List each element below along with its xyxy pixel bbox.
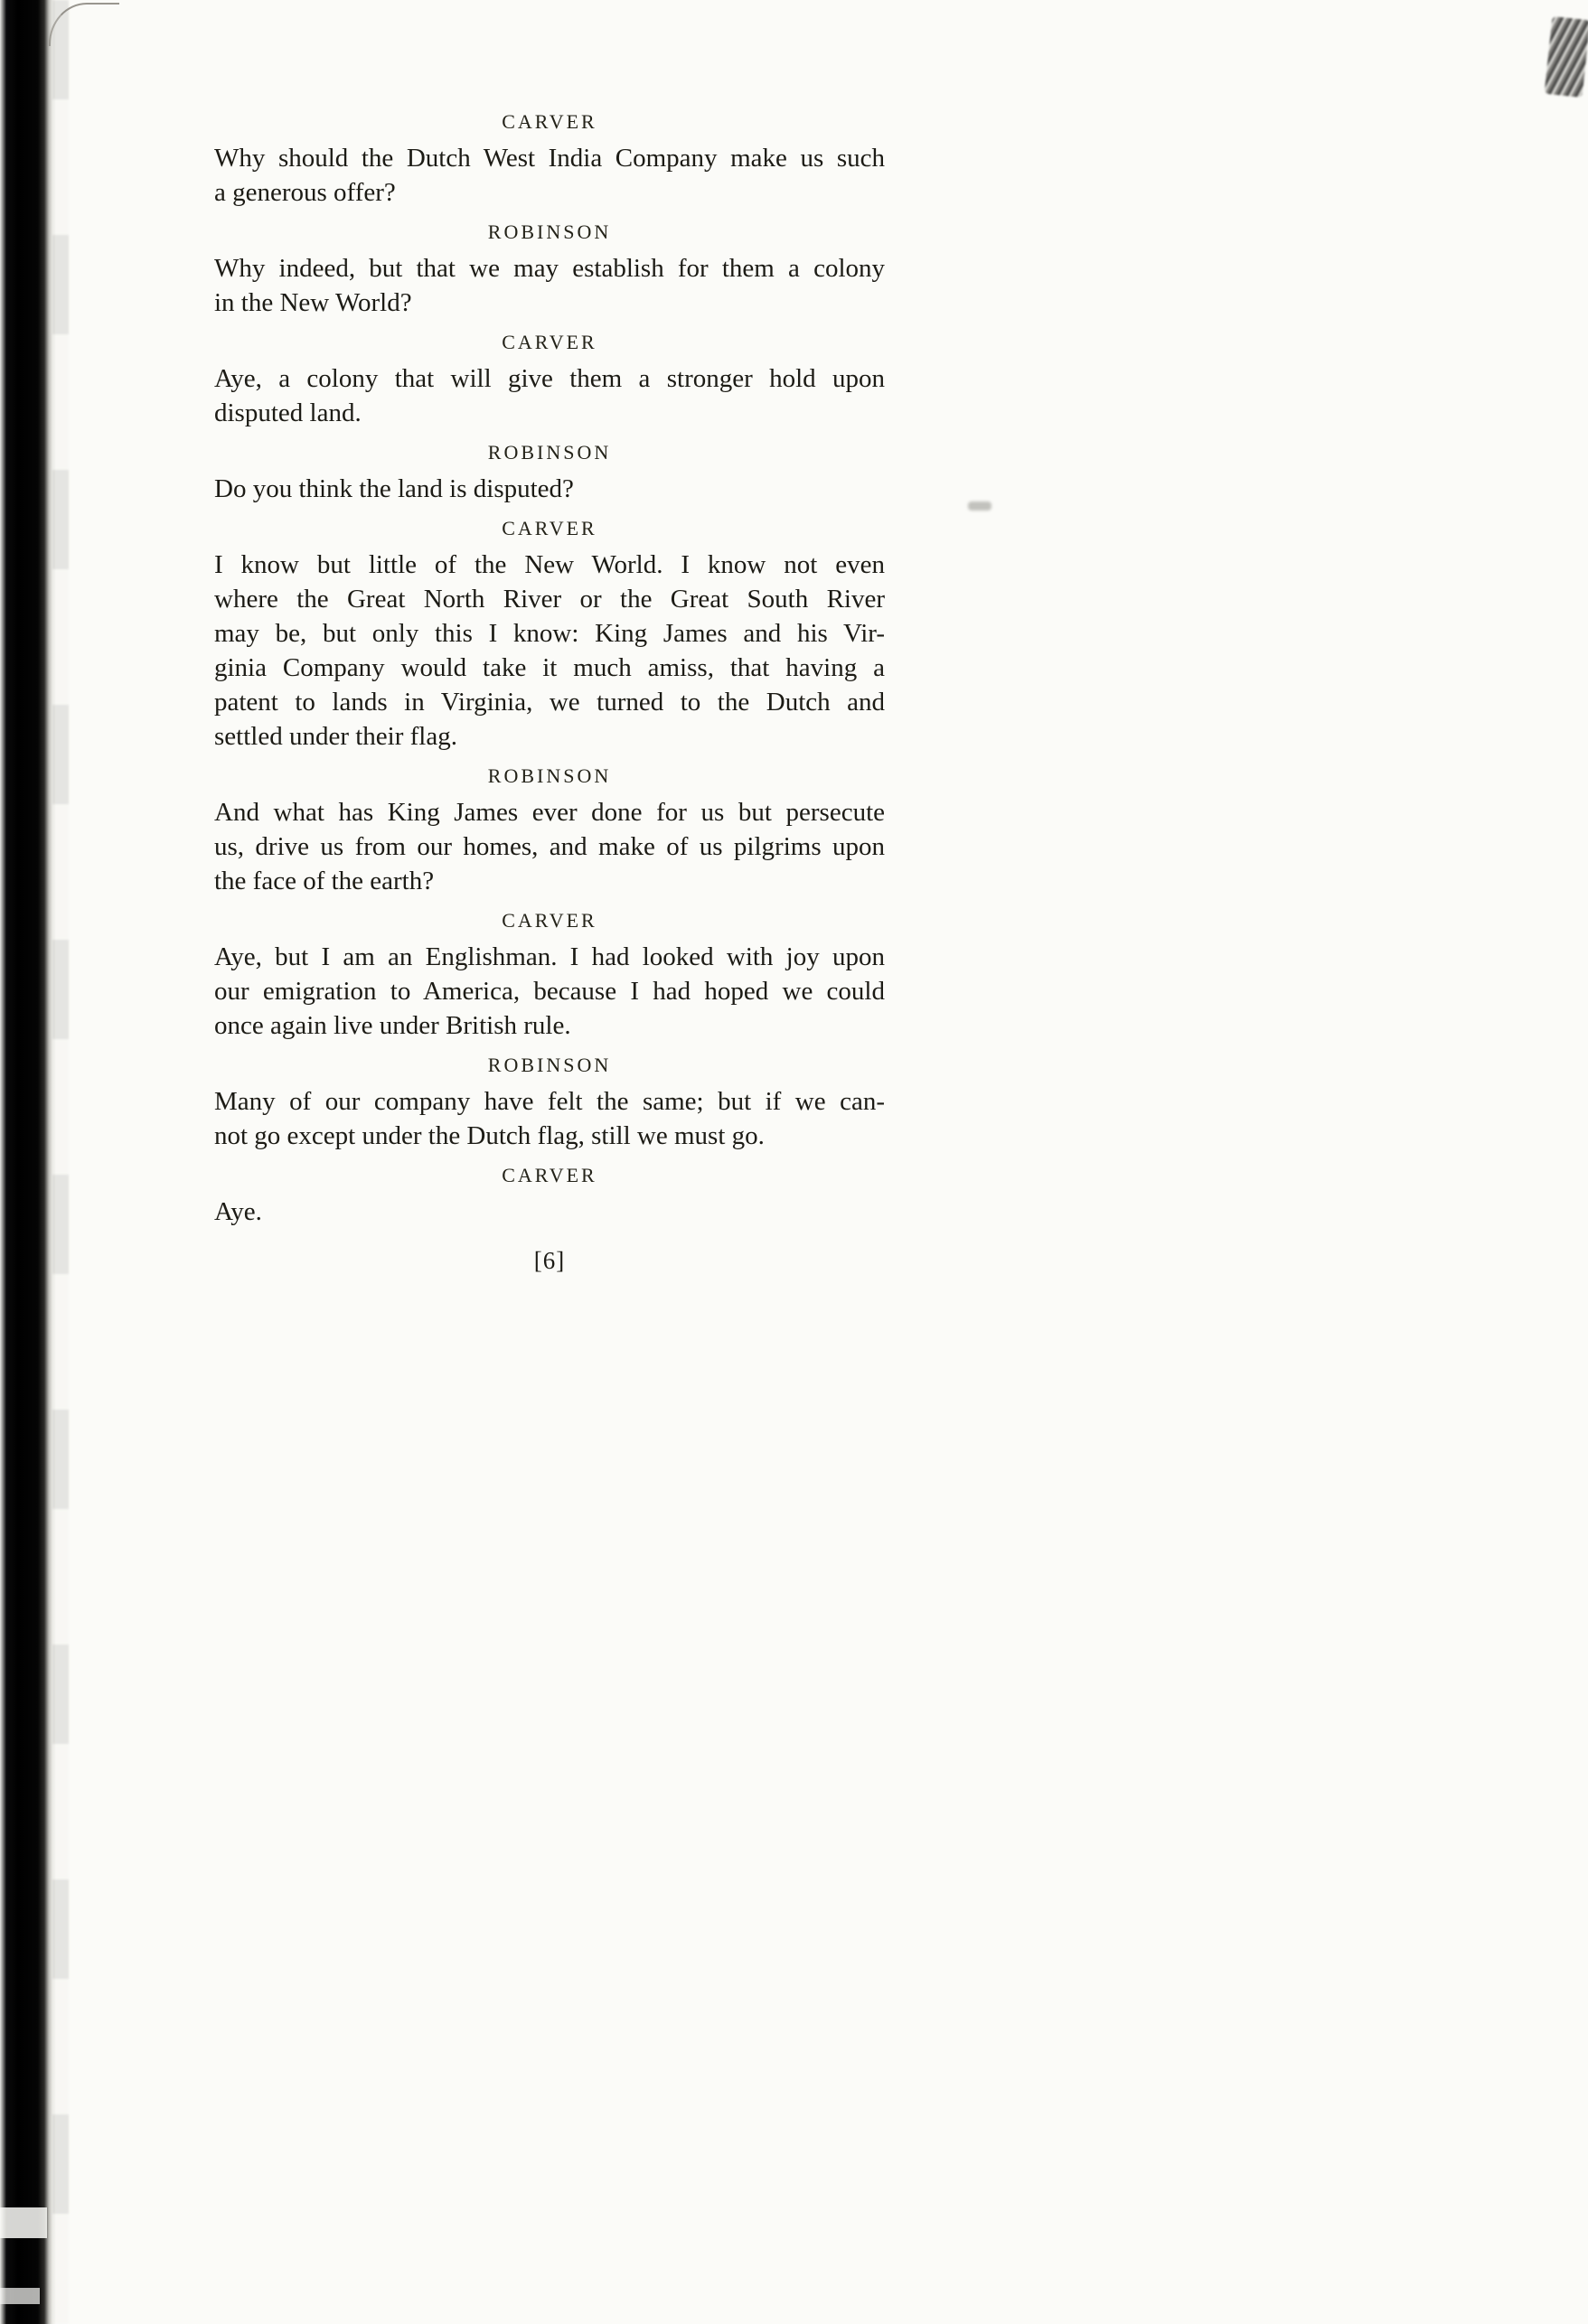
scan-smudge-right — [968, 501, 991, 511]
speaker-name: CARVER — [502, 110, 597, 133]
dialogue-line: a generous offer? — [214, 178, 396, 207]
dialogue-line: Aye. — [214, 1197, 262, 1226]
dialogue-line: Why should the Dutch West India Company make us such — [214, 144, 885, 173]
dialogue-line: ginia Company would take it much amiss, that having a — [214, 653, 885, 682]
dialogue-entry — [214, 219, 885, 320]
dialogue-line: in the New World? — [214, 288, 412, 317]
binding-edge-streaks — [52, 0, 69, 2324]
dialogue-line: once again live under British rule. — [214, 1011, 571, 1040]
dialogue-line: settled under their flag. — [214, 722, 457, 751]
dialogue-lines — [214, 795, 885, 898]
dialogue-line: our emigration to America, because I had hoped we could — [214, 977, 885, 1006]
binding-shadow-band — [0, 0, 56, 2324]
dialogue-entry — [214, 763, 885, 898]
dialogue-lines — [214, 361, 885, 430]
speaker-name: ROBINSON — [487, 764, 612, 787]
speaker-name: ROBINSON — [487, 441, 612, 464]
dialogue-line: patent to lands in Virginia, we turned to the Dutch and — [214, 688, 885, 717]
dialogue-entry — [214, 108, 885, 210]
dialogue-line: disputed land. — [214, 398, 362, 427]
dialogue-line: Why indeed, but that we may establish for them a colony — [214, 254, 885, 283]
binding-band-gap — [0, 2288, 40, 2304]
dialogue-line: Aye, a colony that will give them a stronger hold upon — [214, 364, 885, 393]
speaker-name: CARVER — [502, 331, 597, 353]
dialogue-line: Aye, but I am an Englishman. I had looked with joy upon — [214, 942, 885, 971]
dialogue-entry — [214, 329, 885, 430]
speaker-name: CARVER — [502, 1164, 597, 1186]
dialogue-entry — [214, 515, 885, 754]
dialogue-lines — [214, 472, 885, 506]
dialogue-entry — [214, 1162, 885, 1229]
dialogue-line: Many of our company have felt the same; but if we can- — [214, 1087, 885, 1116]
dialogue-entry — [214, 439, 885, 506]
dialogue-lines — [214, 940, 885, 1043]
dialogue-line: us, drive us from our homes, and make of us pilgrims upon — [214, 832, 885, 861]
dialogue-line: I know but little of the New World. I know not even — [214, 550, 885, 579]
dialogue-lines — [214, 1084, 885, 1153]
dialogue-entry — [214, 1052, 885, 1153]
speaker-name: ROBINSON — [487, 1054, 612, 1076]
dialogue-lines — [214, 548, 885, 754]
dialogue-lines — [214, 141, 885, 210]
dialogue-list — [214, 108, 885, 1229]
scan-smudge-top-right — [1545, 16, 1588, 98]
speaker-name: ROBINSON — [487, 220, 612, 243]
dialogue-entry — [214, 907, 885, 1043]
dialogue-line: where the Great North River or the Great South River — [214, 585, 885, 614]
dialogue-line: the face of the earth? — [214, 867, 435, 895]
dialogue-line: And what has King James ever done for us but persecute — [214, 798, 885, 827]
text-column — [214, 101, 885, 1275]
page-number: [6] — [533, 1247, 566, 1274]
speaker-name: CARVER — [502, 517, 597, 539]
binding-band-gap — [0, 2207, 47, 2238]
dialogue-line: may be, but only this I know: King James and his Vir- — [214, 619, 885, 648]
dialogue-line: not go except under the Dutch flag, still we must go. — [214, 1121, 765, 1150]
dialogue-lines — [214, 251, 885, 320]
dialogue-lines — [214, 1195, 885, 1229]
speaker-name: CARVER — [502, 909, 597, 932]
dialogue-line: Do you think the land is disputed? — [214, 474, 574, 503]
